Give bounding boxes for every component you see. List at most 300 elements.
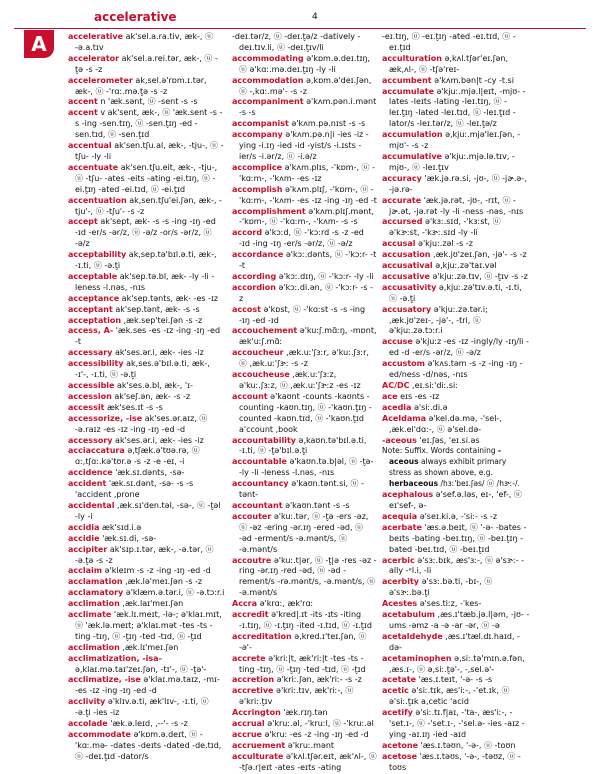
headword[interactable]: acephalous bbox=[382, 490, 434, 500]
headword[interactable]: acclimate bbox=[68, 610, 112, 620]
pronunciation: ak,ses.ə'bɪl.ə.ti, æk-, -ɪ'-, -ɪ.ti, ⓤ -ə.t̬i bbox=[75, 359, 210, 380]
pronunciation: ,æk.sep'tei.ʃən -s -z bbox=[123, 315, 203, 325]
dictionary-entry bbox=[382, 261, 530, 272]
headword[interactable]: acedia bbox=[382, 402, 412, 412]
dictionary-entry bbox=[68, 501, 225, 523]
dictionary-entry bbox=[382, 512, 530, 523]
headword[interactable]: accessibility bbox=[68, 359, 124, 369]
headword[interactable]: accidental bbox=[68, 500, 115, 510]
dictionary-entry bbox=[382, 610, 530, 632]
pronunciation: ə'kʌm.pə.n|i -ies -iz -ying -i.ɪŋ -ied -id -yist/s -i.ɪsts -ier/s -i.ər/z, ⓤ -i.ə/z bbox=[239, 130, 369, 161]
pronunciation: 'æk.sɪ.dənts, -sə- bbox=[115, 468, 185, 478]
headword[interactable]: accredit bbox=[232, 610, 269, 620]
pronunciation: -deɪ.tər/z, ⓤ -deɪ.t̬ə/z -datively -deɪ.tɪv.li, ⓤ -deɪ.t̬ɪv/li bbox=[232, 32, 361, 52]
pronunciation: ak,sen.tʃu'ei.ʃən, æk-, -tju'-, ⓤ -tʃu'- -s -z bbox=[75, 195, 222, 216]
headword[interactable]: accessible bbox=[68, 381, 115, 390]
headword[interactable]: accuse bbox=[382, 337, 413, 347]
headword[interactable]: accumulation bbox=[382, 130, 443, 140]
headword[interactable]: according bbox=[232, 271, 277, 281]
dictionary-entry bbox=[232, 348, 377, 370]
dictionary-entry bbox=[232, 752, 377, 774]
dictionary-entry bbox=[232, 599, 377, 610]
headword[interactable]: -aceous bbox=[382, 435, 417, 445]
pronunciation: 'eɪ.ʃəs, 'eɪ.si.əs bbox=[419, 435, 480, 445]
headword[interactable]: acequia bbox=[382, 511, 418, 521]
headword[interactable]: accessorize, -ise bbox=[68, 413, 143, 423]
dictionary-entry bbox=[232, 675, 377, 686]
headword[interactable]: accrete bbox=[232, 653, 266, 663]
dictionary-entry bbox=[68, 446, 225, 468]
headword[interactable]: accuracy bbox=[382, 173, 422, 183]
pronunciation: ak'ses.ər.aɪz, ⓤ -ə.raɪz -es -ɪz -ing -ɪŋ -ed -d bbox=[75, 413, 208, 434]
headword[interactable]: accouchement bbox=[232, 326, 298, 336]
pronunciation: ə'kuː.tər, ⓤ -t̬ə -ers -əz, ⓤ -əz -ering -ər.ɪŋ -ered -əd, ⓤ -əd -erment/s -ə.mənt/s, ⓤ -ə.mənt/s bbox=[239, 511, 369, 554]
dictionary-entry bbox=[68, 545, 225, 567]
pronunciation: ə'kɔː.di.ən, ⓤ -'kɔːr- -s -z bbox=[239, 282, 373, 303]
page-header bbox=[14, 10, 586, 29]
dictionary-entry bbox=[232, 370, 377, 392]
headword[interactable]: accident bbox=[68, 479, 107, 489]
dictionary-entry bbox=[382, 130, 530, 152]
dictionary-entry bbox=[68, 719, 225, 730]
pronunciation: ə'kʌl.tʃər.eɪt, æk'ʌl-, ⓤ -tʃə.r|eɪt -ates -eɪts -ating bbox=[239, 751, 377, 772]
pronunciation: æk'ses.ɪt -s -s bbox=[106, 402, 163, 412]
headword[interactable]: acclaim bbox=[68, 566, 103, 576]
headword[interactable]: accession bbox=[68, 391, 112, 401]
pronunciation: ə'kʌm.pə.nɪst -s -s bbox=[291, 119, 366, 129]
pronunciation: ,eɪ.siː'diː.siː bbox=[412, 381, 458, 390]
pronunciation: ə'krɑː, æk'rɑː bbox=[259, 599, 314, 609]
headword[interactable]: accelerometer bbox=[68, 75, 133, 85]
headword[interactable]: acciaccatura bbox=[68, 446, 125, 456]
pronunciation: ,æs.ɪ'tæb.jə.l|əm, -jʊ- -ums -əmz -a -ə -ar -ər, ⓤ -ə bbox=[389, 610, 530, 630]
pronunciation: 'æk.jə.rə.si, -jʊ-, ⓤ -jɚ.ə-, -jə.rə- bbox=[389, 173, 527, 194]
headword[interactable]: acculturation bbox=[382, 53, 442, 63]
dictionary-entry bbox=[382, 152, 530, 174]
dictionary-entry bbox=[382, 359, 530, 381]
pronunciation: 'æk.sɪ.di, -sə- bbox=[102, 533, 157, 543]
usage-note-part: /hɜː'beɪ.ʃəs/ ⓤ /hɝː-/. bbox=[440, 479, 520, 489]
pronunciation: ə'kɒm.ə.deɪt, ⓤ -'kɑː.mə- -dates -deɪts -dated -de.tɪd, ⓤ -deɪ.t̬ɪd -dator/s bbox=[75, 730, 222, 761]
dictionary-entry bbox=[382, 490, 530, 512]
headword[interactable]: accordance bbox=[232, 250, 284, 260]
usage-note-part: always exhibit primary stress as shown above, e.g. bbox=[389, 457, 507, 478]
pronunciation: v ak'sent, æk-, ⓤ 'æk.sent -s -s -ing -sen.tɪŋ, ⓤ -sen.t̬ɪŋ -ed -sen.tɪd, ⓤ -sen.t̬ɪd bbox=[75, 108, 223, 140]
dictionary-entry bbox=[232, 207, 377, 229]
column-1 bbox=[68, 32, 225, 763]
pronunciation: ə'kaʊnt -counts -kaʊnts -counting -kaʊn.tɪŋ, ⓤ -'kaʊn.t̬ɪŋ -counted -kaʊn.tɪd, ⓤ -'kaʊn.t̬ɪd a'ccount ,book bbox=[239, 391, 372, 434]
headword[interactable]: accidence bbox=[68, 468, 113, 478]
dictionary-entry bbox=[68, 599, 225, 610]
pronunciation: ak'sel.a.ra.tiv, æk-, ⓤ -ə.a.tɪv bbox=[75, 32, 213, 52]
pronunciation: ə,kjuː.zə'taɪ.vəl bbox=[435, 261, 497, 271]
headword[interactable]: Aceldama bbox=[382, 413, 426, 423]
headword[interactable]: accipiter bbox=[68, 544, 108, 554]
headword[interactable]: acculturate bbox=[232, 751, 284, 761]
pronunciation: ə'kleɪm -s -z -ing -ɪŋ -ed -d bbox=[104, 566, 211, 576]
dictionary-entry bbox=[382, 76, 530, 87]
pronunciation: ə,kjuː.zə'tɪv.ə.ti, -ɪ.ti, ⓤ -ə.t̬i bbox=[389, 282, 522, 303]
headword[interactable]: acceptability bbox=[68, 250, 127, 260]
pronunciation: ə'kjuː.mjə.l|eɪt, -mjʊ- -lates -leɪts -lating -leɪ.tɪŋ, ⓤ -leɪ.t̬ɪŋ -lated -leɪ.tɪd, ⓤ -leɪ.t̬ɪd -lator/s -leɪ.tər/z, ⓤ -leɪ.t̬ə/z bbox=[389, 86, 526, 129]
dictionary-entry bbox=[232, 632, 377, 654]
headword[interactable]: accreditation bbox=[232, 631, 292, 641]
dictionary-entry bbox=[232, 708, 377, 719]
dictionary-entry bbox=[232, 719, 377, 730]
dictionary-entry bbox=[68, 654, 225, 676]
pronunciation: ə'kɔː.dɪŋ, ⓤ -'kɔːr- -ly -li bbox=[278, 271, 374, 281]
headword[interactable]: acceptant bbox=[68, 304, 113, 314]
headword[interactable]: accidia bbox=[68, 522, 100, 532]
pronunciation: 'æk.sɪ.dənt, -sə- -s -s 'accident ,prone bbox=[75, 479, 194, 500]
headword[interactable]: acclamation bbox=[68, 577, 123, 587]
headword[interactable]: acetify bbox=[382, 708, 413, 718]
headword[interactable]: Accrington bbox=[232, 708, 281, 718]
dictionary-entry bbox=[232, 610, 377, 632]
pronunciation: ə'kruː.mənt bbox=[287, 740, 335, 750]
pronunciation: ə'seɪ.ki.ə, -'siː- -s -z bbox=[419, 511, 498, 521]
dictionary-entry bbox=[232, 250, 377, 272]
pronunciation: ,æs.ɪ'tæl.dɪ.haɪd, -də- bbox=[389, 631, 520, 652]
pronunciation: ə'klæm.ə.tər.i, ⓤ -ə.tɔːr.i bbox=[125, 588, 225, 598]
headword[interactable]: accessit bbox=[68, 402, 105, 412]
dictionary-entry bbox=[232, 457, 377, 479]
headword[interactable]: accursed bbox=[382, 217, 423, 227]
pronunciation: ak'ses.ər.i, æk- -ies -iz bbox=[114, 348, 204, 358]
headword[interactable]: accrual bbox=[232, 719, 265, 729]
headword[interactable]: accompanist bbox=[232, 119, 289, 129]
pronunciation: 'æs.ɪ.təʊn, '-ə-, ⓤ -toʊn bbox=[420, 740, 516, 750]
pronunciation: 'æk.jə.rət, -jʊ-, -rɪt, ⓤ -jɚ.ət, -jə.rət -ly -li -ness -nəs, -nɪs bbox=[389, 195, 524, 216]
dictionary-entry bbox=[382, 87, 530, 131]
pronunciation: ə'kriː.ʃən, æk'riː- -s -z bbox=[276, 675, 362, 685]
pronunciation: ak'sen.tʃu.al, æk-, -tju-, ⓤ -tʃu- -ly -li bbox=[75, 141, 224, 161]
headword[interactable]: accept bbox=[68, 217, 98, 227]
dictionary-entry bbox=[382, 708, 530, 741]
dictionary-entry bbox=[382, 436, 530, 447]
pronunciation: ə'kʌm.bən|t -cy -t.si bbox=[434, 75, 514, 85]
headword[interactable]: accessory bbox=[68, 435, 113, 445]
dictionary-entry bbox=[68, 348, 225, 359]
dictionary-entry bbox=[68, 163, 225, 196]
pronunciation: ak'sept, æk- -s -s -ing -ɪŋ -ed -ɪd -er/s -ər/z, ⓤ -ə/z -or/s -ər/z, ⓤ -ə/z bbox=[75, 217, 216, 249]
pronunciation: ə'kɔː.dənts, ⓤ -'kɔːr- -t -t bbox=[239, 250, 377, 271]
headword[interactable]: accusation bbox=[382, 250, 431, 260]
headword[interactable]: accoucheuse bbox=[232, 370, 290, 380]
dictionary-entry bbox=[382, 239, 530, 250]
pronunciation: 'æk.ə.leɪd, ,--'- -s -z bbox=[110, 719, 188, 729]
headword[interactable]: accelerative bbox=[68, 32, 124, 41]
dictionary-entry bbox=[232, 326, 377, 348]
headword[interactable]: accentuate bbox=[68, 162, 119, 172]
headword[interactable]: accomplishment bbox=[232, 206, 306, 216]
dictionary-entry bbox=[232, 392, 377, 436]
dictionary-entry bbox=[232, 185, 377, 207]
pronunciation: ə,kʌl.tʃər'eɪ.ʃən, æk,ʌl-, ⓤ -tʃə'reɪ- bbox=[389, 53, 508, 74]
headword[interactable]: acerbate bbox=[382, 522, 422, 532]
pronunciation: ə'kɔːd, ⓤ -'kɔːrd -s -z -ed -ɪd -ing -ɪŋ -er/s -ər/z, ⓤ -ə/z bbox=[239, 228, 364, 249]
pronunciation: ,æk.jʊ'zeɪ.ʃən, -jə'- -s -z bbox=[433, 250, 527, 260]
headword[interactable]: acclimation bbox=[68, 642, 120, 652]
dictionary-entry bbox=[382, 217, 530, 239]
dictionary-entry bbox=[382, 381, 530, 392]
dictionary-entry bbox=[232, 501, 377, 512]
headword[interactable]: accountancy bbox=[232, 479, 289, 489]
dictionary-entry bbox=[232, 228, 377, 250]
headword[interactable]: accurate bbox=[382, 195, 422, 205]
headword[interactable]: accelerator bbox=[68, 53, 120, 63]
pronunciation: ə'kʌm.plɪs, -'kɒm-, ⓤ -'kɑːm-, -'kʌm- -es -ɪz bbox=[239, 162, 375, 183]
dictionary-entry bbox=[382, 675, 530, 686]
pronunciation: ak'sel.a.rei.tər, æk-, ⓤ -t̬ə -s -z bbox=[75, 53, 218, 74]
pronunciation: ,æk.laɪ'meɪ.ʃən bbox=[122, 599, 184, 609]
dictionary-entry bbox=[68, 479, 225, 501]
dictionary-entry bbox=[232, 730, 377, 741]
headword[interactable]: accentuation bbox=[68, 195, 127, 205]
headword[interactable]: acceptance bbox=[68, 293, 120, 303]
headword[interactable]: accompany bbox=[232, 130, 283, 140]
headword[interactable]: acetaldehyde bbox=[382, 631, 443, 641]
column-2 bbox=[232, 32, 377, 774]
usage-note-part: herbaceous bbox=[389, 479, 439, 489]
pronunciation: ə'siː.tɪ.f|aɪ, -'ta-, æs'iː-, -'set.ɪ-, ⓤ -'set.ɪ-, -'sel.ə- -ies -aɪz -ying -aɪ.ɪŋ -ied -aɪd bbox=[389, 708, 525, 739]
dictionary-entry bbox=[232, 54, 377, 76]
dictionary-entry bbox=[382, 556, 530, 578]
headword[interactable]: accoutre bbox=[232, 555, 272, 565]
dictionary-entry bbox=[232, 741, 377, 752]
dictionary-entry bbox=[68, 675, 225, 697]
pronunciation: ə'kriː.tɪv, æk'riː-, ⓤ ə'kriː.t̬ɪv bbox=[239, 686, 354, 707]
dictionary-entry bbox=[382, 632, 530, 654]
dictionary-entry bbox=[68, 523, 225, 534]
dictionary-entry bbox=[382, 32, 530, 54]
dictionary-entry bbox=[232, 272, 377, 283]
pronunciation: ə,kaʊn.tə'bɪl.ə.ti, -ɪ.ti, ⓤ -t̬ə'bɪl.ə.t̬i bbox=[239, 435, 367, 456]
dictionary-entry bbox=[68, 610, 225, 643]
headword[interactable]: acclimatization, -isa- bbox=[68, 653, 162, 663]
pronunciation: ə,siː.tə'mɪn.ə.fən, ,æs.ɪ-, ⓤ ə,siː.t̬ə'-, -,sel.ə'- bbox=[389, 653, 525, 674]
pronunciation: ak'sɪp.ɪ.tər, æk-, -ə.tər, ⓤ -ə.t̬ə -s -z bbox=[75, 544, 214, 565]
dictionary-entry bbox=[232, 556, 377, 600]
headword[interactable]: accretion bbox=[232, 675, 275, 685]
pronunciation: ,æk.uː'ʃɜːz, ə'kuː.ʃɜːz, ⓤ ,æk.uː'ʃɝːz -es -ɪz bbox=[239, 370, 361, 390]
pronunciation: 'æk.rɪŋ.tən bbox=[283, 708, 328, 718]
headword[interactable]: accordion bbox=[232, 282, 276, 292]
headword[interactable]: accusatory bbox=[382, 304, 432, 314]
dictionary-entry bbox=[68, 392, 225, 403]
dictionary-entry bbox=[232, 119, 377, 130]
headword[interactable]: ace bbox=[382, 391, 398, 401]
letter-tab-a[interactable]: A bbox=[24, 30, 54, 58]
headword[interactable]: accretive bbox=[232, 686, 274, 696]
dictionary-entry bbox=[68, 381, 225, 392]
headword[interactable]: accommodation bbox=[232, 75, 304, 85]
dictionary-entry bbox=[68, 359, 225, 381]
dictionary-entry bbox=[68, 577, 225, 588]
pronunciation: ə'kɒst, ⓤ -'kɑːst -s -s -ing -ɪŋ -ed -ɪd bbox=[239, 304, 366, 325]
dictionary-entry bbox=[68, 730, 225, 763]
headword[interactable]: accusatival bbox=[382, 261, 433, 271]
headword[interactable]: accruement bbox=[232, 740, 286, 750]
headword[interactable]: acetone bbox=[382, 740, 419, 750]
headword[interactable]: accusativity bbox=[382, 282, 437, 292]
dictionary-entry bbox=[232, 479, 377, 501]
headword[interactable]: acclamatory bbox=[68, 588, 124, 598]
guide-word: accelerative bbox=[94, 10, 177, 24]
headword[interactable]: accost bbox=[232, 304, 261, 314]
dictionary-entry bbox=[382, 305, 530, 338]
dictionary-entry bbox=[68, 403, 225, 414]
headword[interactable]: access, A- bbox=[68, 326, 114, 336]
pronunciation: ə'kruː.əl, -'kruːl, ⓤ -'kruː.əl bbox=[267, 719, 374, 729]
pronunciation: ,æk.lɪ'meɪ.ʃən bbox=[122, 642, 179, 652]
headword[interactable]: accouter bbox=[232, 511, 272, 521]
headword[interactable]: accountability bbox=[232, 435, 296, 445]
dictionary-entry bbox=[232, 76, 377, 98]
pronunciation: ə,klaɪ.mə.taɪ'zeɪ.ʃən, -tɪ'-, ⓤ -t̬ə'- bbox=[75, 664, 207, 674]
headword[interactable]: acclivity bbox=[68, 697, 106, 707]
pronunciation: ak'sep.tə.bl, æk- -ly -li -leness -l.nəs, -nɪs bbox=[75, 271, 215, 292]
pronunciation: -eɪ.tɪŋ, ⓤ -eɪ.t̬ɪŋ -ated -eɪ.tɪd, ⓤ -eɪ.t̬ɪd bbox=[382, 32, 516, 52]
dictionary-entry bbox=[68, 250, 225, 272]
headword[interactable]: accountable bbox=[232, 457, 287, 467]
headword[interactable]: accumbent bbox=[382, 75, 432, 85]
pronunciation: ə'sɜː.bə.ti, -bɪ-, ⓤ ə'sɝː.bə.t̬i bbox=[389, 577, 493, 598]
headword[interactable]: accidie bbox=[68, 533, 100, 543]
headword[interactable]: accompaniment bbox=[232, 97, 304, 107]
pronunciation: ə'kaʊn.tənt -s -s bbox=[285, 500, 350, 510]
dictionary-entry bbox=[68, 468, 225, 479]
pronunciation: ə'ses.tiːz, -ˈkes- bbox=[419, 599, 482, 609]
usage-note-part: -aceous bbox=[389, 446, 502, 467]
dictionary-entry bbox=[232, 283, 377, 305]
headword[interactable]: AC/DC bbox=[382, 381, 410, 390]
dictionary-entry bbox=[232, 654, 377, 676]
headword[interactable]: account bbox=[232, 391, 268, 401]
headword[interactable]: acclimation bbox=[68, 599, 120, 609]
dictionary-entry bbox=[382, 403, 530, 414]
pronunciation: ə,tʃæk.ə'tʊə.rə, ⓤ ɑː,tʃɑː.kə'tʊr.ə -s -z -e -eɪ, -i bbox=[75, 446, 200, 467]
headword[interactable]: accrue bbox=[232, 730, 262, 739]
pronunciation: ə'kriː|t, æk'riː|t -tes -ts -ting -tɪŋ, ⓤ -t̬ɪŋ -ted -tɪd, ⓤ -t̬ɪd bbox=[239, 653, 366, 674]
headword[interactable]: accumulative bbox=[382, 151, 442, 161]
dictionary-entry bbox=[68, 54, 225, 76]
headword[interactable]: Acestes bbox=[382, 599, 418, 609]
headword[interactable]: acerbic bbox=[382, 555, 415, 565]
headword[interactable]: accomplice bbox=[232, 162, 283, 172]
headword[interactable]: accoucheur bbox=[232, 348, 284, 358]
pronunciation: eɪs -es -ɪz bbox=[400, 391, 440, 401]
dictionary-entry bbox=[382, 196, 530, 218]
dictionary-entry bbox=[382, 599, 530, 610]
headword[interactable]: Accra bbox=[232, 599, 258, 609]
dictionary-entry bbox=[68, 697, 225, 719]
pronunciation: ə'kjuː.zəl -s -z bbox=[418, 239, 473, 249]
dictionary-entry bbox=[68, 326, 225, 348]
headword[interactable]: accusal bbox=[382, 239, 416, 249]
headword[interactable]: accommodating bbox=[232, 53, 304, 63]
headword[interactable]: accustom bbox=[382, 359, 425, 369]
dictionary-entry bbox=[68, 108, 225, 141]
headword[interactable]: accent bbox=[68, 97, 98, 107]
pronunciation: ə'kʌm.pən.i.mənt -s -s bbox=[239, 97, 377, 118]
dictionary-entry bbox=[382, 686, 530, 708]
headword[interactable]: acclimatize, -ise bbox=[68, 675, 141, 685]
headword[interactable]: accomplish bbox=[232, 184, 283, 194]
headword[interactable]: accentual bbox=[68, 141, 112, 151]
dictionary-entry bbox=[232, 512, 377, 556]
dictionary-entry bbox=[382, 523, 530, 556]
headword[interactable]: accusative bbox=[382, 271, 430, 281]
pronunciation: ə'sef.ə.ləs, eɪ-, 'ef-, ⓤ eɪ'sef-, ə- bbox=[389, 490, 522, 510]
dictionary-entry bbox=[68, 305, 225, 316]
headword[interactable]: acetabulum bbox=[382, 610, 435, 620]
headword[interactable]: acceptation bbox=[68, 315, 122, 325]
pronunciation: ə'kuːʃ.mɑ̃ːŋ, -mɒnt, æk'uːʃ.mɑ̃ː bbox=[239, 326, 377, 347]
headword[interactable]: acerbity bbox=[382, 577, 420, 587]
dictionary-entry bbox=[232, 32, 377, 54]
pronunciation: ə'kɒm.ə.deɪ.tɪŋ, ⓤ ə'kɑː.mə.deɪ.t̬ɪŋ -ly -li bbox=[239, 53, 371, 74]
pronunciation: ə,kred.ɪ'teɪ.ʃən, ⓤ -ə'- bbox=[239, 631, 367, 652]
dictionary-entry bbox=[382, 272, 530, 283]
pronunciation: ə'kruː -es -z -ing -ɪŋ -ed -d bbox=[264, 730, 369, 739]
pronunciation: 'æk.lɪ.meɪt, -lə-; ə'klaɪ.mɪt, ⓤ 'æk.lə.meɪt; ə'klaɪ.mət -tes -ts -ting -tɪŋ, ⓤ -t̬ɪŋ -ted -tɪd, ⓤ -t̬ɪd bbox=[75, 610, 222, 641]
headword[interactable]: acetaminophen bbox=[382, 653, 452, 663]
dictionary-entry bbox=[232, 686, 377, 708]
headword[interactable]: acetic bbox=[382, 686, 409, 696]
dictionary-entry bbox=[382, 337, 530, 359]
dictionary-entry bbox=[232, 305, 377, 327]
pronunciation: ə'kuː.t|ər, ⓤ -t̬|ə -res -əz -ring -ər.ɪŋ -red -əd, ⓤ -əd -rement/s -rə.mənt/s, -ə.mənt/s, ⓤ -ə.mənt/s bbox=[239, 555, 377, 598]
headword[interactable]: accumulate bbox=[382, 86, 434, 96]
dictionary-entry bbox=[382, 283, 530, 305]
pronunciation: æk'sɪd.i.ə bbox=[102, 522, 142, 532]
pronunciation: 'æs.ə.beɪt, ⓤ '-ə- -bates -beɪts -bating -beɪ.tɪŋ, ⓤ -beɪ.t̬ɪŋ -bated -beɪ.tɪd, ⓤ -beɪ.t̬ɪd bbox=[389, 522, 527, 554]
pronunciation: ə'kaʊn.tə.b|əl, ⓤ -t̬ə- -ly -li -leness -l.nəs, -nɪs bbox=[239, 457, 374, 478]
headword[interactable]: accent bbox=[68, 108, 98, 118]
pronunciation: ə'kjuː.mjə.lə.tɪv, -mjʊ-, ⓤ -leɪ.t̬ɪv bbox=[389, 151, 515, 172]
headword[interactable]: accord bbox=[232, 228, 263, 238]
dictionary-entry bbox=[382, 654, 530, 676]
dictionary-entry bbox=[68, 534, 225, 545]
dictionary-entry bbox=[68, 272, 225, 294]
pronunciation: ,æk.lə'meɪ.ʃən -s -z bbox=[125, 577, 203, 587]
dictionary-entry bbox=[382, 250, 530, 261]
page-number: 4 bbox=[312, 12, 318, 22]
pronunciation: ə,kɒm.ə'deɪ.ʃən, ⓤ -,kɑː.mə'- -s -z bbox=[239, 75, 372, 96]
headword[interactable]: accessary bbox=[68, 348, 113, 358]
pronunciation: 'æs.ɪ.təʊs, '-ə-, -təʊz, ⓤ -toʊs bbox=[389, 751, 521, 772]
pronunciation: ə'klaɪ.mə.taɪz, -mɪ- -es -ɪz -ing -ɪŋ -ed -d bbox=[75, 675, 220, 696]
dictionary-entry bbox=[68, 196, 225, 218]
dictionary-entry bbox=[232, 436, 377, 458]
dictionary-entry bbox=[232, 163, 377, 185]
pronunciation: ə'kʌs.təm -s -z -ing -ɪŋ -ed/ness -d/nəs, -nɪs bbox=[389, 359, 523, 380]
headword[interactable]: accountant bbox=[232, 500, 283, 510]
dictionary-entry bbox=[68, 294, 225, 305]
pronunciation: ak'sep.tənt, æk- -s -s bbox=[115, 304, 200, 314]
headword[interactable]: acetate bbox=[382, 675, 417, 685]
dictionary-entry bbox=[382, 54, 530, 76]
headword[interactable]: acetose bbox=[382, 751, 418, 761]
pronunciation: n 'æk.sənt, ⓤ -sent -s -s bbox=[100, 97, 198, 107]
headword[interactable]: accommodate bbox=[68, 730, 131, 739]
pronunciation: ə'kʌm.plɪʃ, -'kɒm-, ⓤ -'kɑːm-, -'kʌm- -es -ɪz -ing -ɪŋ -ed -t bbox=[239, 184, 377, 205]
pronunciation: ə,kjuː.mjə'leɪ.ʃən, -mjʊ'- -s -z bbox=[389, 130, 521, 151]
headword[interactable]: accolade bbox=[68, 719, 108, 729]
headword[interactable]: acceptable bbox=[68, 271, 118, 281]
pronunciation: ə'kjuː.zə.tɪv, ⓤ -t̬ɪv -s -z bbox=[432, 271, 528, 281]
